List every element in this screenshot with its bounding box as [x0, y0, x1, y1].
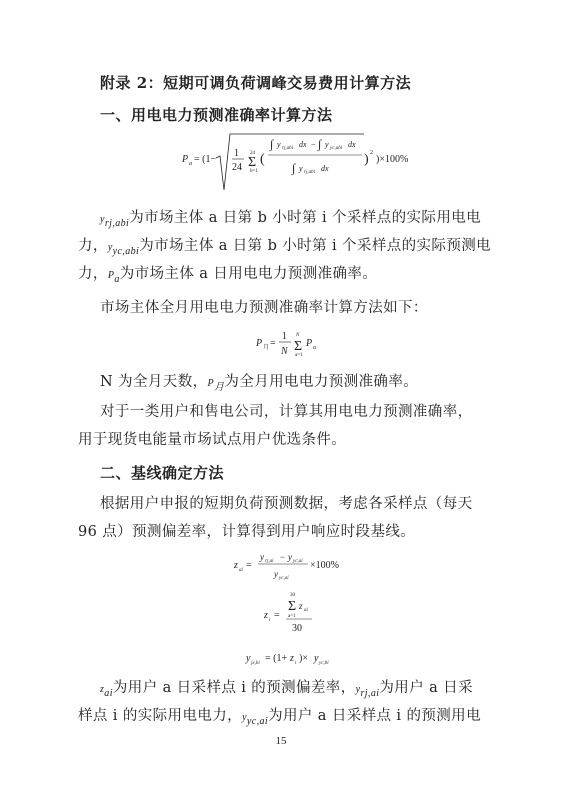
svg-text:1: 1	[234, 148, 239, 159]
svg-text:= (1+: = (1+	[265, 653, 288, 664]
def2-subscript: yc,abi	[112, 245, 140, 257]
def-yc-symbol: y	[242, 712, 247, 723]
def-pa-line	[78, 260, 377, 294]
def2-symbol: y	[107, 242, 113, 253]
svg-text:i: i	[295, 661, 297, 666]
page-number: 15	[275, 735, 287, 747]
section-2-heading: 二、基线确定方法	[100, 464, 225, 482]
appendix-title: 附录 2：短期可调负荷调峰交易费用计算方法	[100, 74, 412, 92]
def3-symbol: P	[107, 270, 115, 281]
svg-text:24: 24	[232, 162, 242, 173]
formula-pa-accuracy	[168, 128, 468, 198]
svg-text:a=1: a=1	[295, 353, 303, 358]
formula-z-ai	[232, 548, 372, 584]
svg-text:yc,ai: yc,ai	[279, 576, 289, 581]
svg-text:2: 2	[370, 150, 373, 156]
svg-text:yc,abi: yc,abi	[330, 146, 343, 151]
svg-text:)×100%: )×100%	[376, 154, 409, 165]
svg-text:y: y	[325, 140, 329, 149]
svg-text:)×: )×	[299, 653, 308, 664]
n-def-a: N 为全月天数，	[100, 374, 208, 390]
def1-text: 为市场主体 a 日第 b 小时第 i 个采样点的实际用电电	[129, 210, 482, 226]
svg-text:P: P	[256, 338, 263, 349]
svg-text:= (1−: = (1−	[194, 154, 217, 165]
svg-text:∫: ∫	[292, 161, 296, 175]
section-1-heading: 一、用电电力预测准确率计算方法	[100, 106, 333, 124]
def-yc-subscript: yc,ai	[246, 715, 269, 727]
section2-body-line-2: 96 点）预测偏差率，计算得到用户响应时段基线。	[78, 524, 416, 540]
def-rj-symbol: y	[355, 684, 361, 695]
svg-text:dx: dx	[321, 164, 329, 173]
n-def-subscript: 月	[214, 381, 225, 393]
svg-text:ai: ai	[239, 568, 243, 573]
line2-a: 样点 i 的实际用电电力，	[78, 708, 243, 724]
svg-text:P: P	[182, 154, 189, 165]
def2-continuation: 力，	[78, 266, 108, 282]
svg-text:P: P	[306, 338, 313, 349]
svg-text:z: z	[264, 610, 268, 621]
svg-text:30: 30	[292, 623, 302, 634]
svg-text:y: y	[260, 552, 264, 562]
svg-text:z: z	[299, 601, 303, 611]
svg-text:N: N	[281, 346, 288, 357]
svg-text:yc,bi: yc,bi	[319, 661, 329, 666]
svg-text:dx: dx	[299, 140, 307, 149]
def-z-text: 为用户 a 日采样点 i 的预测偏差率，	[112, 680, 356, 696]
usage-line-1: 对于一类用户和售电公司，计算其用电电力预测准确率，	[100, 404, 473, 420]
svg-text:N: N	[296, 333, 300, 338]
usage-line-2: 用于现货电能量市场试点用户优选条件。	[78, 432, 347, 448]
svg-text:y: y	[277, 140, 281, 149]
svg-text:1: 1	[282, 331, 287, 342]
svg-text:z: z	[234, 560, 238, 571]
formula-monthly-p	[254, 324, 354, 364]
svg-text:y: y	[246, 653, 251, 664]
def2-text: 为市场主体 a 日第 b 小时第 i 个采样点的实际预测电	[139, 238, 492, 254]
def-yc-line	[78, 702, 481, 736]
svg-text:z: z	[290, 653, 294, 664]
svg-text:ai: ai	[304, 608, 308, 613]
svg-text:y: y	[299, 164, 303, 173]
svg-text:24: 24	[250, 151, 255, 156]
n-def-b: 为全月用电电力预测准确率。	[224, 374, 419, 390]
svg-text:a=1: a=1	[288, 614, 296, 619]
def3-subscript: a	[114, 273, 120, 285]
svg-text:i: i	[269, 618, 271, 623]
svg-text:=: =	[274, 610, 280, 621]
svg-text:yc,ai: yc,ai	[293, 559, 303, 564]
svg-text:y: y	[274, 569, 278, 579]
n-def-symbol: P	[207, 378, 215, 389]
svg-text:b=1: b=1	[250, 169, 258, 174]
def1-symbol: y	[100, 214, 105, 225]
svg-text:rj,ai: rj,ai	[265, 559, 274, 564]
svg-text:rj,abi: rj,abi	[282, 146, 293, 151]
monthly-intro: 市场主体全月用电电力预测准确率计算方法如下：	[100, 300, 428, 316]
def-rj-text: 为用户 a 日采	[379, 680, 473, 696]
svg-text:dx: dx	[348, 140, 356, 149]
svg-text:−: −	[280, 552, 286, 562]
svg-text:∫: ∫	[270, 137, 274, 151]
def-z-symbol: z	[100, 684, 105, 695]
formula-baseline	[244, 648, 364, 668]
def-z-subscript: ai	[104, 687, 113, 699]
def-rj-subscript: rj,ai	[360, 687, 380, 699]
n-def-line	[100, 368, 418, 402]
svg-text:30: 30	[290, 593, 295, 598]
svg-text:Σ: Σ	[248, 155, 257, 170]
svg-text:jx,bi: jx,bi	[251, 661, 260, 666]
svg-text:(: (	[260, 152, 265, 167]
def1-subscript: rj,abi	[104, 217, 130, 229]
svg-text:a: a	[189, 161, 192, 167]
svg-text:月: 月	[263, 345, 270, 351]
line2-b: 为用户 a 日采样点 i 的预测用电	[268, 708, 481, 724]
svg-text:−: −	[311, 140, 316, 149]
svg-text:∫: ∫	[318, 137, 322, 151]
section2-body-line-1: 根据用户申报的短期负荷预测数据，考虑各采样点（每天	[100, 496, 473, 512]
svg-text:×100%: ×100%	[310, 560, 339, 571]
formula-z-i	[262, 590, 342, 638]
svg-text:a: a	[313, 345, 316, 351]
svg-text:rj,abi: rj,abi	[304, 170, 315, 175]
svg-text:=: =	[270, 338, 276, 349]
svg-text:Σ: Σ	[288, 599, 297, 614]
svg-text:): )	[364, 152, 369, 167]
svg-text:Σ: Σ	[294, 339, 303, 354]
def1-continuation: 力，	[78, 238, 108, 254]
def3-text: 为市场主体 a 日用电电力预测准确率。	[119, 266, 378, 282]
svg-text:=: =	[246, 560, 252, 571]
svg-text:y: y	[314, 653, 319, 664]
svg-text:y: y	[288, 552, 292, 562]
